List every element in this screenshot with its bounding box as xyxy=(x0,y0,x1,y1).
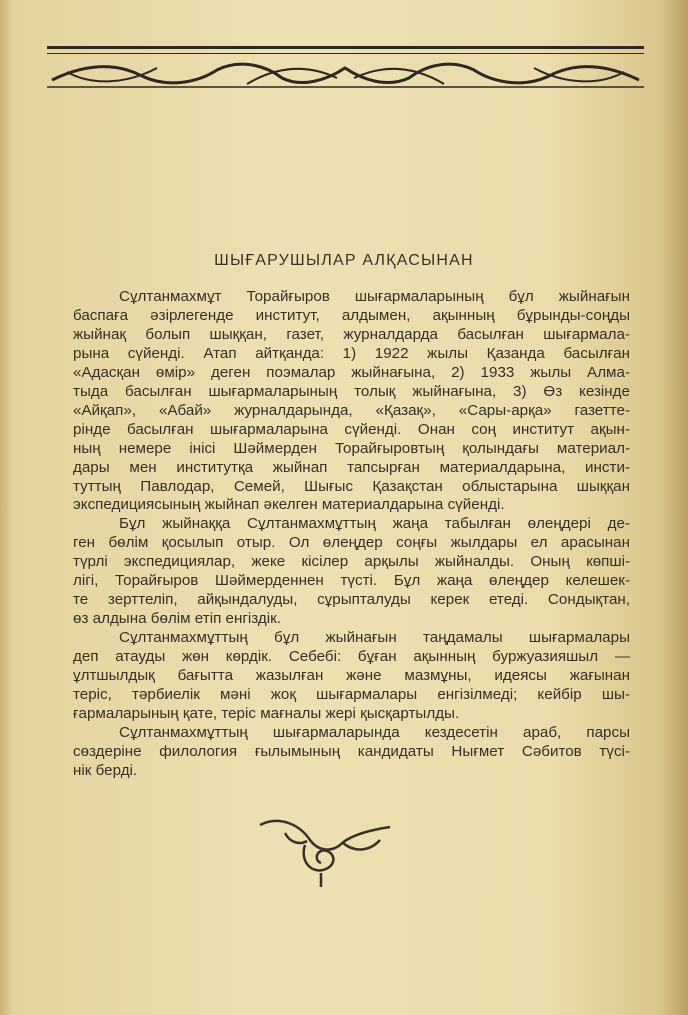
text-line: теріс, тәрбиелік мәні жоқ шығармалары енгізілмеді; кейбір шы- xyxy=(73,686,630,704)
text-line: тыда басылған шығармаларының толық жыйнағына, 3) Өз кезінде xyxy=(73,382,630,400)
text-line: нік берді. xyxy=(73,761,138,779)
text-line: түрлі экспедициялар, жеке кісілер арқылы жыйналды. Оның көпші- xyxy=(73,553,630,571)
text-line: өз алдына бөлім етіп енгіздік. xyxy=(73,610,282,628)
text-line: «Адасқан өмір» деген поэмалар жыйнағына, 2) 1933 жылы Алма- xyxy=(73,363,630,381)
text-line: рінде басылған шығармаларына сүйенді. Онан соң институт ақын- xyxy=(73,420,630,438)
text-line: Сұлтанмахмұттың бұл жыйнағын таңдамалы шығармалары xyxy=(119,629,630,647)
text-line: дары мен институтқа жыйнап тапсырған материалдарына, инсти- xyxy=(73,458,630,476)
page-title: ШЫҒАРУШЫЛАР АЛҚАСЫНАН xyxy=(214,252,474,269)
text-line: ның немере інісі Шәймерден Торайғыровтың қолындағы материал- xyxy=(73,439,630,457)
text-line: экспедициясының жыйнап әкелген материалдарына сүйенді. xyxy=(73,496,505,514)
header-ornament xyxy=(47,58,644,88)
text-line: баспаға әзірлегенде институт, алдымен, ақынның бұрынды-соңды xyxy=(73,306,630,324)
text-line: те зерттеліп, айқындалуды, сұрыпталуды керек етеді. Сондықтан, xyxy=(73,591,630,609)
text-line: ұлтшылдық бағытта жазылған және мазмұны, идеясы жағынан xyxy=(73,667,630,685)
text-line: Бұл жыйнаққа Сұлтанмахмұттың жаңа табылған өлеңдері де- xyxy=(119,515,630,533)
text-line: сөздеріне филология ғылымының кандидаты Нығмет Сәбитов түсі- xyxy=(73,742,630,760)
tailpiece-ornament xyxy=(255,815,395,890)
text-line: «Айқап», «Абай» журналдарында, «Қазақ», «Сары-арқа» газетте- xyxy=(73,401,630,419)
text-line: лігі, Торайғыров Шәймерденнен түсті. Бұл жаңа өлеңдер келешек- xyxy=(73,572,630,590)
text-line: Сұлтанмахмұт Торайғыров шығармаларының бұл жыйнағын xyxy=(119,288,630,305)
text-line: рына сүйенді. Атап айтқанда: 1) 1922 жылы Қазанда басылған xyxy=(73,344,630,362)
text-line: ғармаларының қате, теріс мағналы жері қысқартылды. xyxy=(73,704,460,722)
text-line: деп атауды жөн көрдік. Себебі: бұған ақынның буржуазияшыл — xyxy=(73,648,630,666)
text-line: жыйнақ болып шыққан, газет, журналдарда басылған шығармала- xyxy=(73,325,630,343)
top-rule-thin xyxy=(47,53,644,54)
top-rule-thick xyxy=(47,46,644,49)
text-line: туттың Павлодар, Семей, Шығыс Қазақстан облыстарына шыққан xyxy=(73,477,630,495)
text-line: Сұлтанмахмұттың шығармаларында кездесетін араб, парсы xyxy=(119,723,630,741)
text-line: ген бөлім қосылып отыр. Ол өлеңдер соңғы жылдары ел арасынан xyxy=(73,534,630,552)
body-text xyxy=(73,288,630,781)
